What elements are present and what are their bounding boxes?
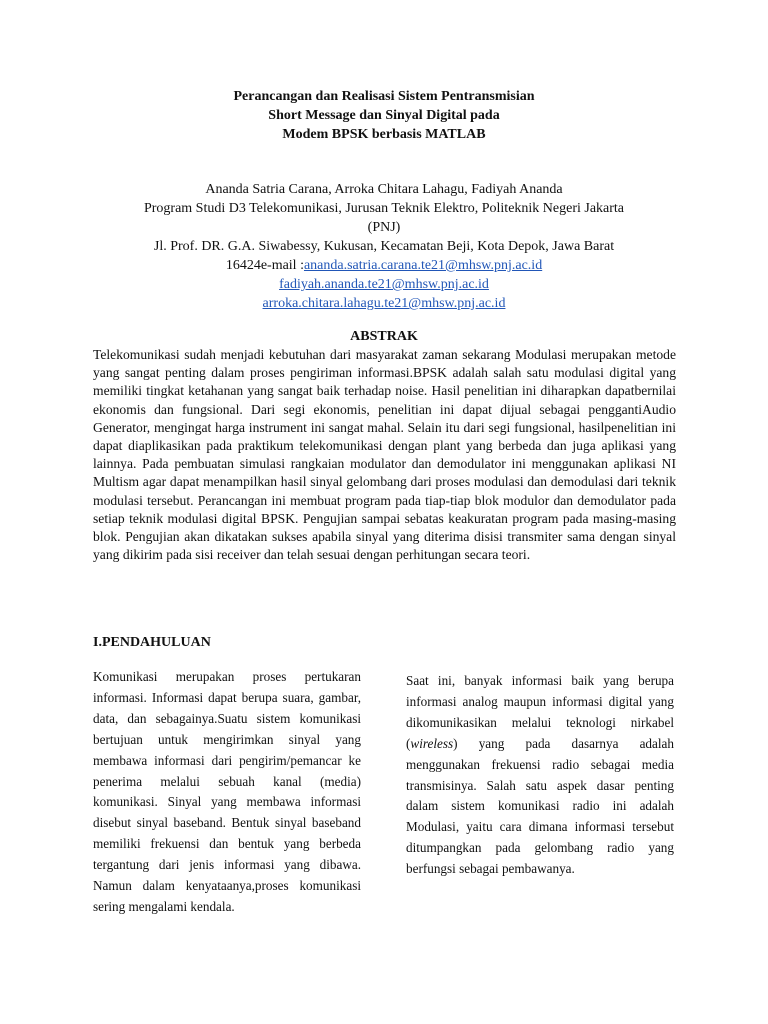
postal-email-prefix: 16424e-mail : [225,258,304,273]
right-column-text [406,671,674,880]
right-text-before: Saat ini, banyak informasi baik yang berupa informasi analog maupun informasi digital yang dikomunikasikan melalui teknologi nirkabel ( [406,673,674,751]
affiliation: Program Studi D3 Telekomunikasi, Jurusan Teknik Elektro, Politeknik Negeri Jakarta [143,201,625,216]
email-link-ananda[interactable]: ananda.satria.carana.te21@mhsw.pnj.ac.id [303,258,543,273]
email-line-1 [0,256,768,275]
abstract-heading: ABSTRAK [350,329,418,344]
title-line-1: Perancangan dan Realisasi Sistem Pentransmisian [233,89,535,104]
right-text-italic: wireless [410,735,454,751]
left-column-text: Komunikasi merupakan proses pertukaran informasi. Informasi dapat berupa suara, gambar, data, dan sebagainya.Suatu sistem komunikasi bertujuan untuk mengirimkan sinyal yang membawa informasi dari pengirim/pemancar ke penerima melalui sebuah kanal (media) komunikasi. Sinyal yang membawa informasi disebut sinyal baseband. Bentuk sinyal baseband memiliki frekuensi dan bentuk yang berbeda tergantung dari jenis informasi yang dibawa. Namun dalam kenyataanya,proses komunikasi sering mengalami kendala. [93,669,361,914]
abstract-body: Telekomunikasi sudah menjadi kebutuhan dari masyarakat zaman sekarang Modulasi merupakan metode yang sangat penting dalam proses pengiriman informasi.BPSK adalah salah satu modulasi digital yang memiliki tingkat ketahanan yang sangat baik terhadap noise. Hasil penelitian ini diharapkan dapatbernilai ekonomis dan fungsional. Dari segi ekonomis, penelitian ini dapat dijual sebagai penggantiAudio Generator, mengingat harga instrument ini sangat mahal. Selain itu dari segi fungsional, hasilpenelitian ini dapat diaplikasikan pada praktikum telekomunikasi dengan plant yang berbeda dan juga aplikasi yang lainnya. Pada pembuatan simulasi rangkaian modulator dan demodulator ini menggunakan aplikasi NI Multism agar dapat menampilkan hasil sinyal gelombang dari proses modulasi dan demodulasi dari teknik modulasi tersebut. Perancangan ini membuat program pada tiap-tiap blok modulor dan demodulator pada setiap teknik modulasi digital BPSK. Pengujian sampai sebatas keakuratan program pada masing-masing blok. Pengujian akan dikatakan sukses apabila sinyal yang diterima disisi transmiter sama dengan sinyal yang dikirim pada sisi receiver dan telah sesuai dengan perhitungan secara teori. [93,347,676,563]
affiliation-cont: (PNJ) [367,220,401,235]
email-link-arroka[interactable]: arroka.chitara.lahagu.te21@mhsw.pnj.ac.id [262,296,506,311]
title-line-3: Modem BPSK berbasis MATLAB [282,127,486,142]
paper-title [0,87,768,144]
email-link-fadiyah[interactable]: fadiyah.ananda.te21@mhsw.pnj.ac.id [279,277,489,292]
author-names: Ananda Satria Carana, Arroka Chitara Lahagu, Fadiyah Ananda [205,182,563,197]
title-line-2: Short Message dan Sinyal Digital pada [268,108,500,123]
author-block [0,180,768,313]
section-heading: I.PENDAHULUAN [93,635,211,650]
right-text-after: ) yang pada dasarnya adalah menggunakan frekuensi radio sebagai media transmisinya. Salah satu aspek dasar penting dalam sistem komunikasi radio ini adalah Modulasi, yaitu cara dimana informasi tersebut ditumpangkan pada gelombang radio yang berfungsi sebagai pembawanya. [406,735,674,877]
address: Jl. Prof. DR. G.A. Siwabessy, Kukusan, Kecamatan Beji, Kota Depok, Jawa Barat [153,239,615,254]
